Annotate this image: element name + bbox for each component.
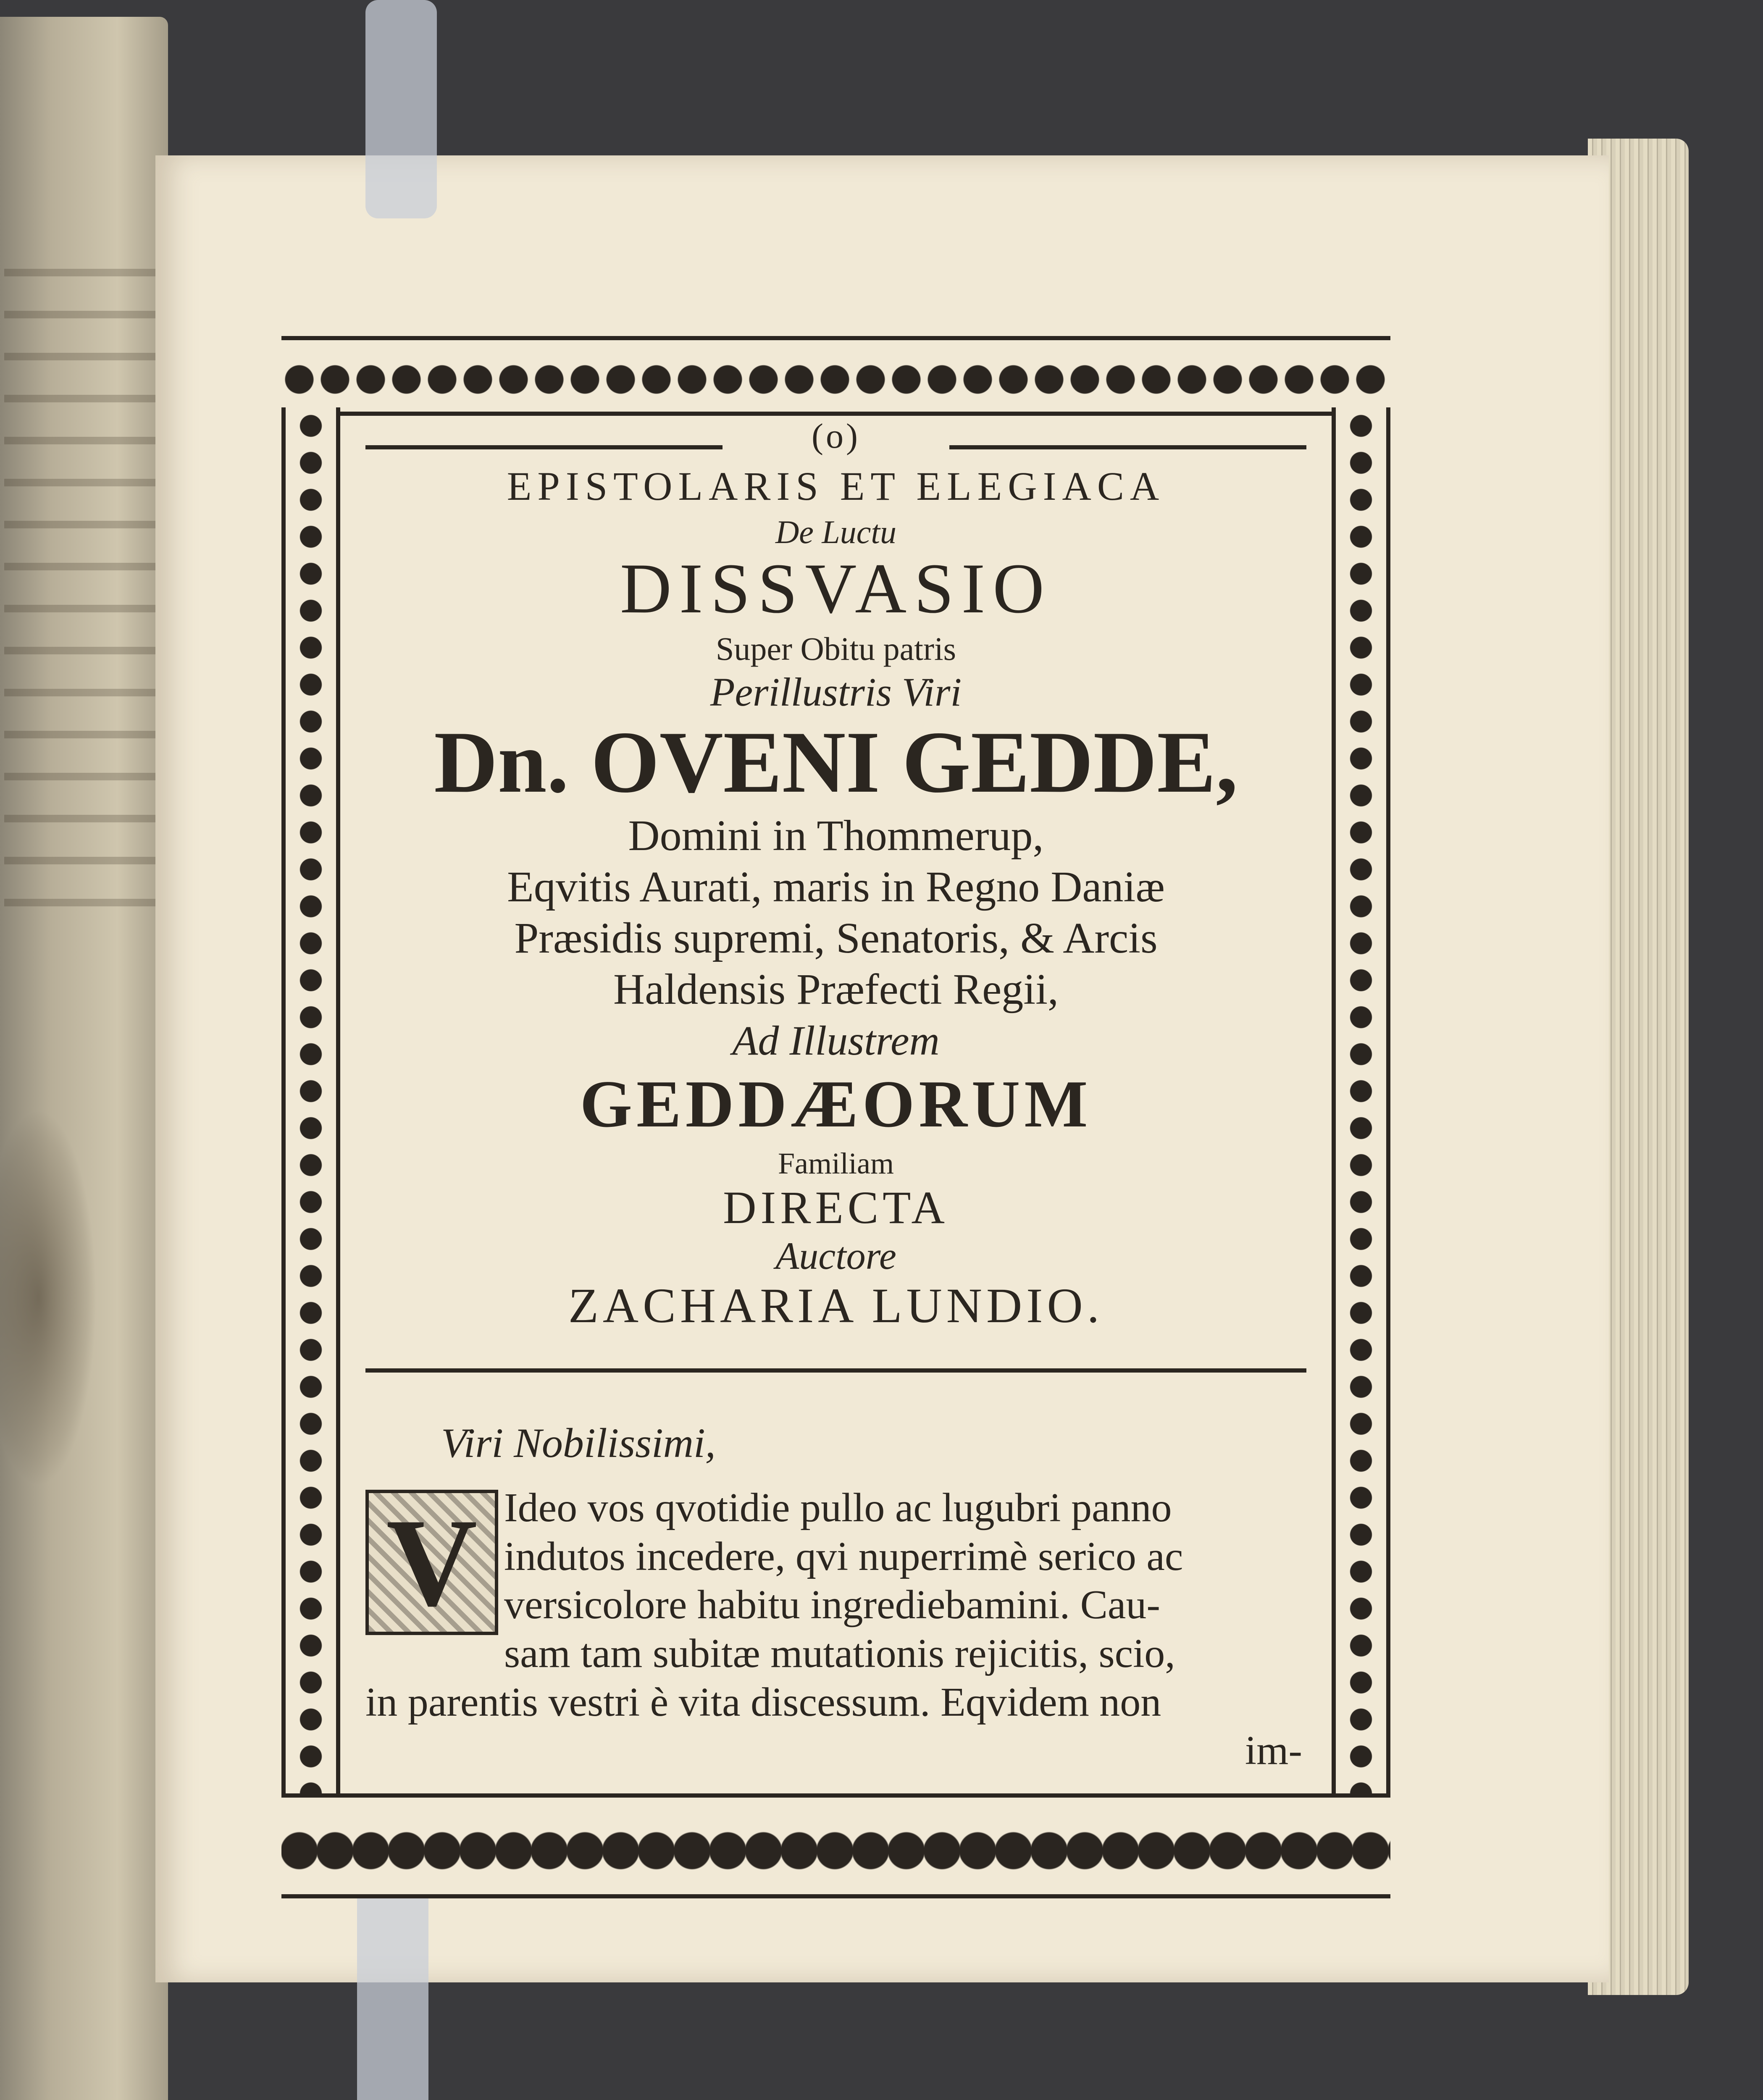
title-line-super: Super Obitu patris: [716, 630, 956, 667]
title-line-name: Dn. OVENI GEDDE,: [434, 714, 1238, 811]
frame-border-left: [281, 407, 340, 1802]
title-line-perillustris: Perillustris Viri: [710, 669, 962, 714]
ornamental-frame: [281, 336, 1390, 1898]
author-name: ZACHARIA LUNDIO.: [568, 1278, 1104, 1333]
salutation: Viri Nobilissimi,: [441, 1420, 716, 1466]
title-line-praesidis: Præsidis supremi, Senatoris, & Arcis: [514, 914, 1158, 962]
body-line: Ideo vos qvotidie pullo ac lugubri panno: [504, 1485, 1172, 1530]
title-line-epistolaris: EPISTOLARIS ET ELEGIACA: [507, 464, 1165, 509]
left-page-text-bleed: [4, 269, 155, 941]
body-line: versicolore habitu ingrediebamini. Cau-: [504, 1582, 1161, 1628]
page-mark: (o): [812, 417, 860, 456]
title-line-geddaeorum: GEDDÆORUM: [580, 1066, 1092, 1141]
left-facing-page: [0, 17, 168, 2100]
header-rule-right: [949, 445, 1306, 449]
title-line-equitis: Eqvitis Aurati, maris in Regno Daniæ: [507, 863, 1165, 911]
body-line: in parentis vestri è vita discessum. Eqvidem non: [365, 1679, 1161, 1725]
header-rule-left: [365, 445, 723, 449]
decorated-initial: V: [365, 1490, 498, 1635]
title-line-ad: Ad Illustrem: [732, 1017, 940, 1064]
title-line-haldensis: Haldensis Præfecti Regii,: [613, 965, 1059, 1013]
body-line: indutos incedere, qvi nuperrimè serico ac: [504, 1533, 1183, 1579]
body-text: [365, 1484, 1306, 1775]
title-line-de-luctu: De Luctu: [775, 514, 897, 550]
title-line-familiam: Familiam: [778, 1147, 894, 1180]
catchword: im-: [1245, 1728, 1302, 1774]
title-line-directa: DIRECTA: [723, 1182, 949, 1233]
frame-border-bottom: [281, 1793, 1390, 1898]
title-line-auctore: Auctore: [775, 1234, 896, 1277]
page-content: [365, 407, 1306, 1806]
holder-strap-top: [365, 0, 437, 218]
left-page-ornament: [0, 1109, 97, 1487]
title-line-domini: Domini in Thommerup,: [628, 811, 1044, 860]
frame-border-top: [281, 336, 1390, 416]
section-rule: [365, 1368, 1306, 1373]
title-line-dissvasio: DISSVASIO: [620, 549, 1052, 628]
page-header: [365, 407, 1306, 458]
frame-border-right: [1332, 407, 1390, 1802]
body-line: sam tam subitæ mutationis rejicitis, scio,: [504, 1630, 1175, 1676]
